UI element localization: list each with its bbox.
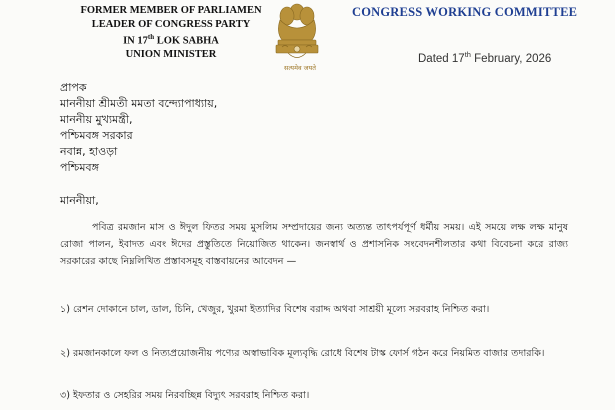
date-suffix: February, 2026 bbox=[470, 52, 552, 65]
body-paragraph: পবিত্র রমজান মাস ও ঈদুল ফিতর সময় মুসলিম সম্প্রদায়ের জন্য অত্যন্ত তাৎপর্যপূর্ণ ধর্মীয় সময়। এই সময়ে লক্ষ লক্ষ মানুষ রোজা পালন, ইবাদত এবং ঈদের প্রস্তুতিতে নিয়োজিত থাকেন। জনস্বার্থ ও প্রশাসনিক সংবেদনশীলতার কথা বিবেচনা করে রাজ্য সরকারের কাছে নিম্নলিখিত প্রস্তাবসমূহ বাস্তবায়নের আবেদন — bbox=[60, 222, 568, 267]
address-line: পশ্চিমবঙ্গ bbox=[60, 161, 99, 174]
letterhead-line-3-sup: th bbox=[147, 33, 155, 41]
salutation: মাননীয়া, bbox=[60, 194, 99, 207]
recipient-address bbox=[60, 80, 217, 176]
emblem-motto: सत्यमेव जयते bbox=[284, 64, 316, 72]
letterhead-line-3b: LOK SABHA bbox=[156, 35, 219, 47]
letterhead-line-4: UNION MINISTER bbox=[125, 49, 217, 60]
committee-title: CONGRESS WORKING COMMITTEE bbox=[352, 5, 578, 19]
letterhead-line-3a: IN 17 bbox=[123, 35, 148, 47]
address-line: পশ্চিমবঙ্গ সরকার bbox=[60, 129, 133, 142]
date-sup: th bbox=[464, 50, 471, 59]
date-prefix: Dated 17 bbox=[418, 52, 465, 65]
address-line: মাননীয় মুখ্যমন্ত্রী, bbox=[60, 113, 133, 126]
letterhead-line-3 bbox=[46, 31, 296, 48]
letterhead-line-1: FORMER MEMBER OF PARLIAMEN bbox=[80, 5, 262, 16]
letterhead-line-2: LEADER OF CONGRESS PARTY bbox=[91, 18, 251, 30]
list-item: ১) রেশন দোকানে চাল, ডাল, চিনি, খেজুর, খুরমা ইত্যাদির বিশেষ বরাদ্দ অথবা সাশ্রয়ী মূল্যে সরবরাহ নিশ্চিত করা। bbox=[60, 304, 490, 315]
address-line: প্রাপক bbox=[60, 81, 87, 94]
list-item: ২) রমজানকালে ফল ও নিত্যপ্রয়োজনীয় পণ্যের অস্বাভাবিক মূল্যবৃদ্ধি রোধে বিশেষ টাস্ক ফোর্স গঠন করে নিয়মিত বাজার তদারকি। bbox=[60, 348, 545, 359]
address-line: নবান্ন, হাওড়া bbox=[60, 145, 118, 158]
address-line: মাননীয়া শ্রীমতী মমতা বন্দ্যোপাধ্যায়, bbox=[60, 97, 218, 110]
letterhead-left bbox=[46, 4, 296, 62]
letter-date bbox=[418, 50, 551, 65]
list-item: ৩) ইফতার ও সেহরির সময় নিরবচ্ছিন্ন বিদ্যুৎ সরবরাহ নিশ্চিত করা। bbox=[60, 390, 310, 401]
